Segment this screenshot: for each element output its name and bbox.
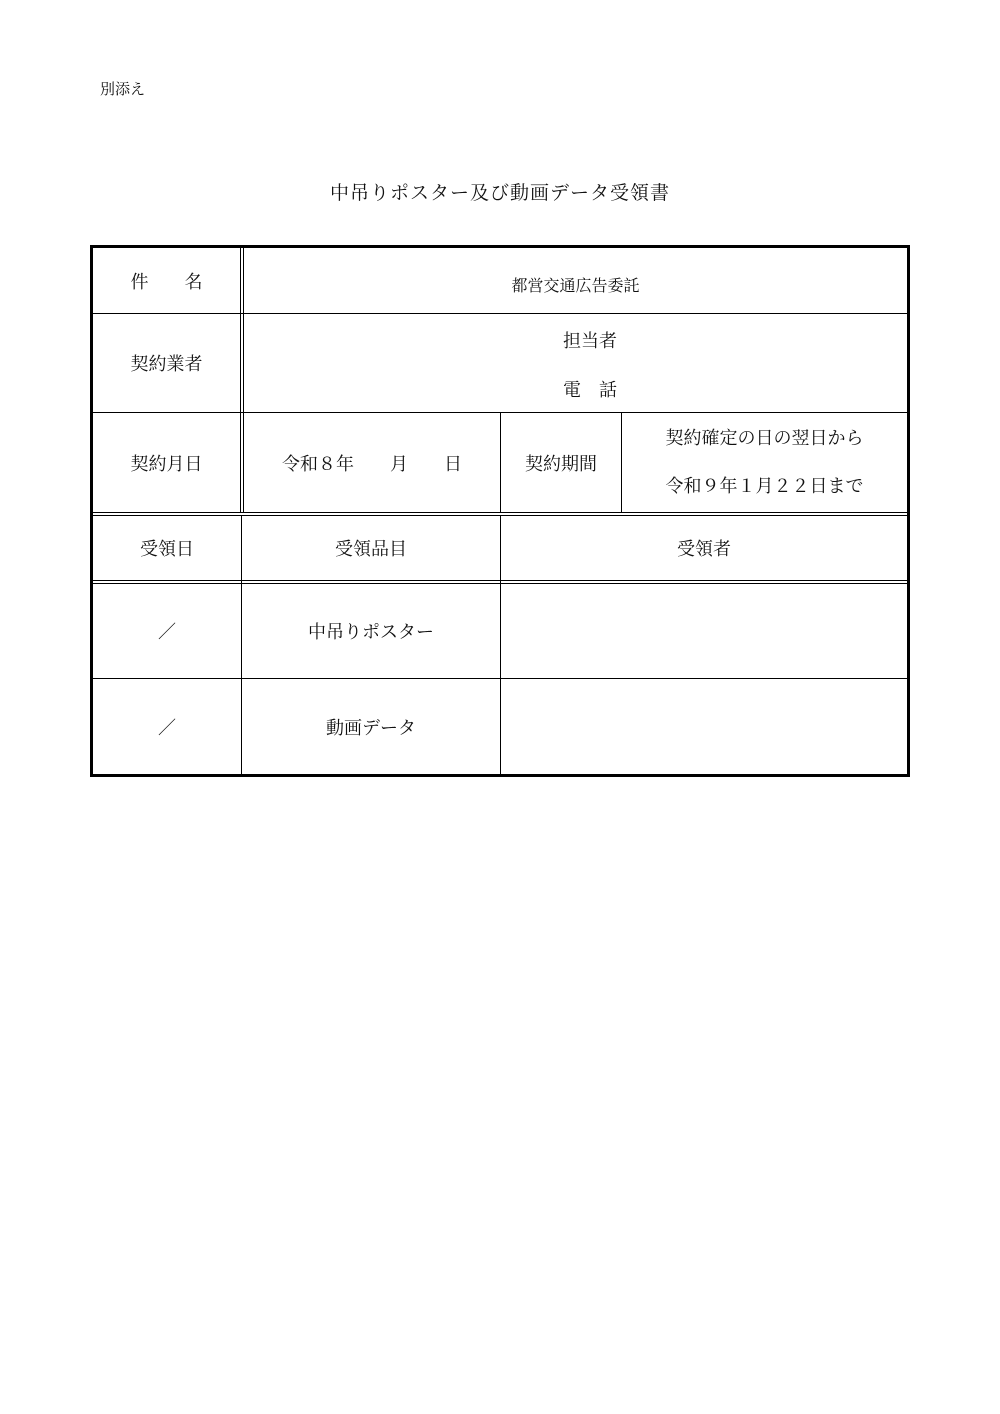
receipt-date-row-1: ／ — [158, 622, 176, 643]
contract-date-label: 契約月日 — [130, 453, 203, 475]
contract-date-value: 令和８年 月 日 — [282, 453, 462, 475]
subject-label: 件 名 — [130, 271, 203, 293]
contractor-label: 契約業者 — [130, 354, 203, 375]
subject-value: 都営交通広告委託 — [511, 276, 640, 295]
label-column-divider-1 — [240, 248, 241, 513]
header-receipt-date: 受領日 — [140, 539, 194, 560]
person-in-charge-label: 担当者 — [563, 331, 617, 352]
receiver-row-1[interactable] — [501, 584, 907, 678]
receipt-date-row-2: ／ — [158, 717, 176, 739]
document-title: 中吊りポスター及び動画データ受領書 — [329, 182, 670, 204]
received-item-row-2: 動画データ — [326, 717, 416, 739]
contract-period-line1: 契約確定の日の翌日から — [665, 427, 864, 449]
receiver-row-2[interactable] — [501, 679, 907, 774]
annex-label: 別添え — [100, 80, 146, 98]
contract-period-line2: 令和９年１月２２日まで — [665, 475, 864, 497]
contract-period-label: 契約期間 — [525, 453, 597, 475]
received-item-row-1: 中吊りポスター — [308, 622, 434, 643]
contract-period-value — [622, 413, 907, 512]
header-receiver: 受領者 — [677, 539, 731, 560]
phone-label: 電 話 — [563, 380, 617, 401]
header-received-item: 受領品目 — [335, 539, 407, 560]
